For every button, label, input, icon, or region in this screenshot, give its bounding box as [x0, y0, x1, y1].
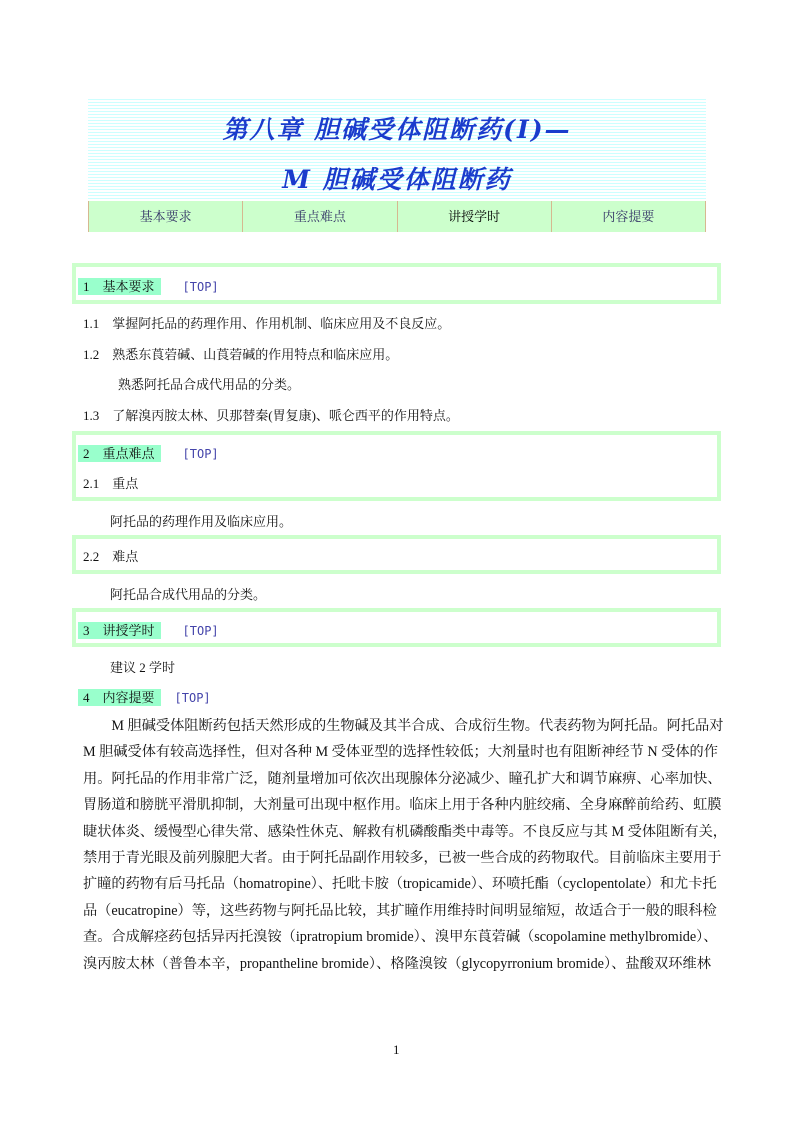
chapter-title: 第八章 胆碱受体阻断药(Ⅰ)— [222, 115, 572, 144]
paragraph-line: M 胆碱受体阻断药包括天然形成的生物碱及其半合成、合成衍生物。代表药物为阿托品。阿托品对 [83, 718, 724, 734]
paragraph-line: 品（eucatropine）等，这些药物与阿托品比较，其扩瞳作用维持时间明显缩短，故适合于一般的眼科检 [83, 902, 717, 919]
section-1-heading: 1 基本要求 [78, 278, 161, 295]
top-link[interactable]: [TOP] [182, 447, 219, 461]
section-4-header [78, 687, 211, 706]
section-2-2-box [72, 535, 721, 574]
nav-content-summary[interactable]: 内容提要 [552, 201, 706, 232]
section-3-header [78, 620, 219, 639]
paragraph-line: 查。合成解痉药包括异丙托溴铵（ipratropium bromide）、溴甲东莨菪碱（scopolamine methylbromide）、 [83, 929, 718, 946]
item-1-2-b: 熟悉阿托品合成代用品的分类。 [118, 377, 301, 392]
paragraph-line: 禁用于青光眼及前列腺肥大者。由于阿托品副作用较多，已被一些合成的药物取代。目前临床主要用于 [83, 850, 722, 866]
paragraph-line: 胃肠道和膀胱平滑肌抑制，大剂量可出现中枢作用。临床上用于各种内脏绞痛、全身麻醉前给药、虹膜 [83, 797, 722, 814]
subheading-2-2: 2.2 难点 [83, 549, 139, 564]
top-link[interactable]: [TOP] [174, 691, 211, 705]
paragraph-line: 扩瞳的药物有后马托品（homatropine）、托吡卡胺（tropicamide）、环喷托酯（cyclopentolate）和尤卡托 [83, 876, 717, 893]
section-2-box [72, 431, 721, 501]
section-1-header [78, 276, 219, 295]
top-link[interactable]: [TOP] [182, 624, 219, 638]
nav-basic-requirements[interactable]: 基本要求 [89, 201, 243, 232]
nav-key-points[interactable]: 重点难点 [243, 201, 397, 232]
subheading-2-1: 2.1 重点 [83, 476, 139, 491]
section-4-heading: 4 内容提要 [78, 689, 161, 706]
text-3: 建议 2 学时 [110, 660, 176, 675]
section-2-header [78, 443, 219, 462]
item-1-1: 1.1 掌握阿托品的药理作用、作用机制、临床应用及不良反应。 [83, 316, 451, 331]
top-link[interactable]: [TOP] [182, 280, 219, 294]
section-3-heading: 3 讲授学时 [78, 622, 161, 639]
chapter-subtitle: M 胆碱受体阻断药 [282, 165, 512, 194]
item-1-3: 1.3 了解溴丙胺太林、贝那替秦(胃复康)、哌仑西平的作用特点。 [83, 408, 459, 423]
paragraph-line: 溴丙胺太林（普鲁本辛，propantheline bromide）、格隆溴铵（glycopyrronium bromide）、盐酸双环维林 [83, 955, 711, 972]
nav-teaching-hours[interactable]: 讲授学时 [398, 201, 552, 232]
item-1-2: 1.2 熟悉东莨菪碱、山莨菪碱的作用特点和临床应用。 [83, 347, 399, 362]
paragraph-line: M 胆碱受体有较高选择性，但对各种 M 受体亚型的选择性较低；大剂量时也有阻断神经节 N 受体的作 [83, 744, 718, 761]
paragraph-line: 睫状体炎、缓慢型心律失常、感染性休克、解救有机磷酸酯类中毒等。不良反应与其 M 受体阻断有关， [83, 823, 727, 840]
section-nav [88, 201, 706, 232]
section-2-heading: 2 重点难点 [78, 445, 161, 462]
page-number: 1 [393, 1042, 400, 1057]
paragraph-line: 用。阿托品的作用非常广泛，随剂量增加可依次出现腺体分泌减少、瞳孔扩大和调节麻痹、心率加快、 [83, 770, 722, 787]
text-2-1: 阿托品的药理作用及临床应用。 [110, 514, 293, 529]
text-2-2: 阿托品合成代用品的分类。 [110, 587, 267, 602]
